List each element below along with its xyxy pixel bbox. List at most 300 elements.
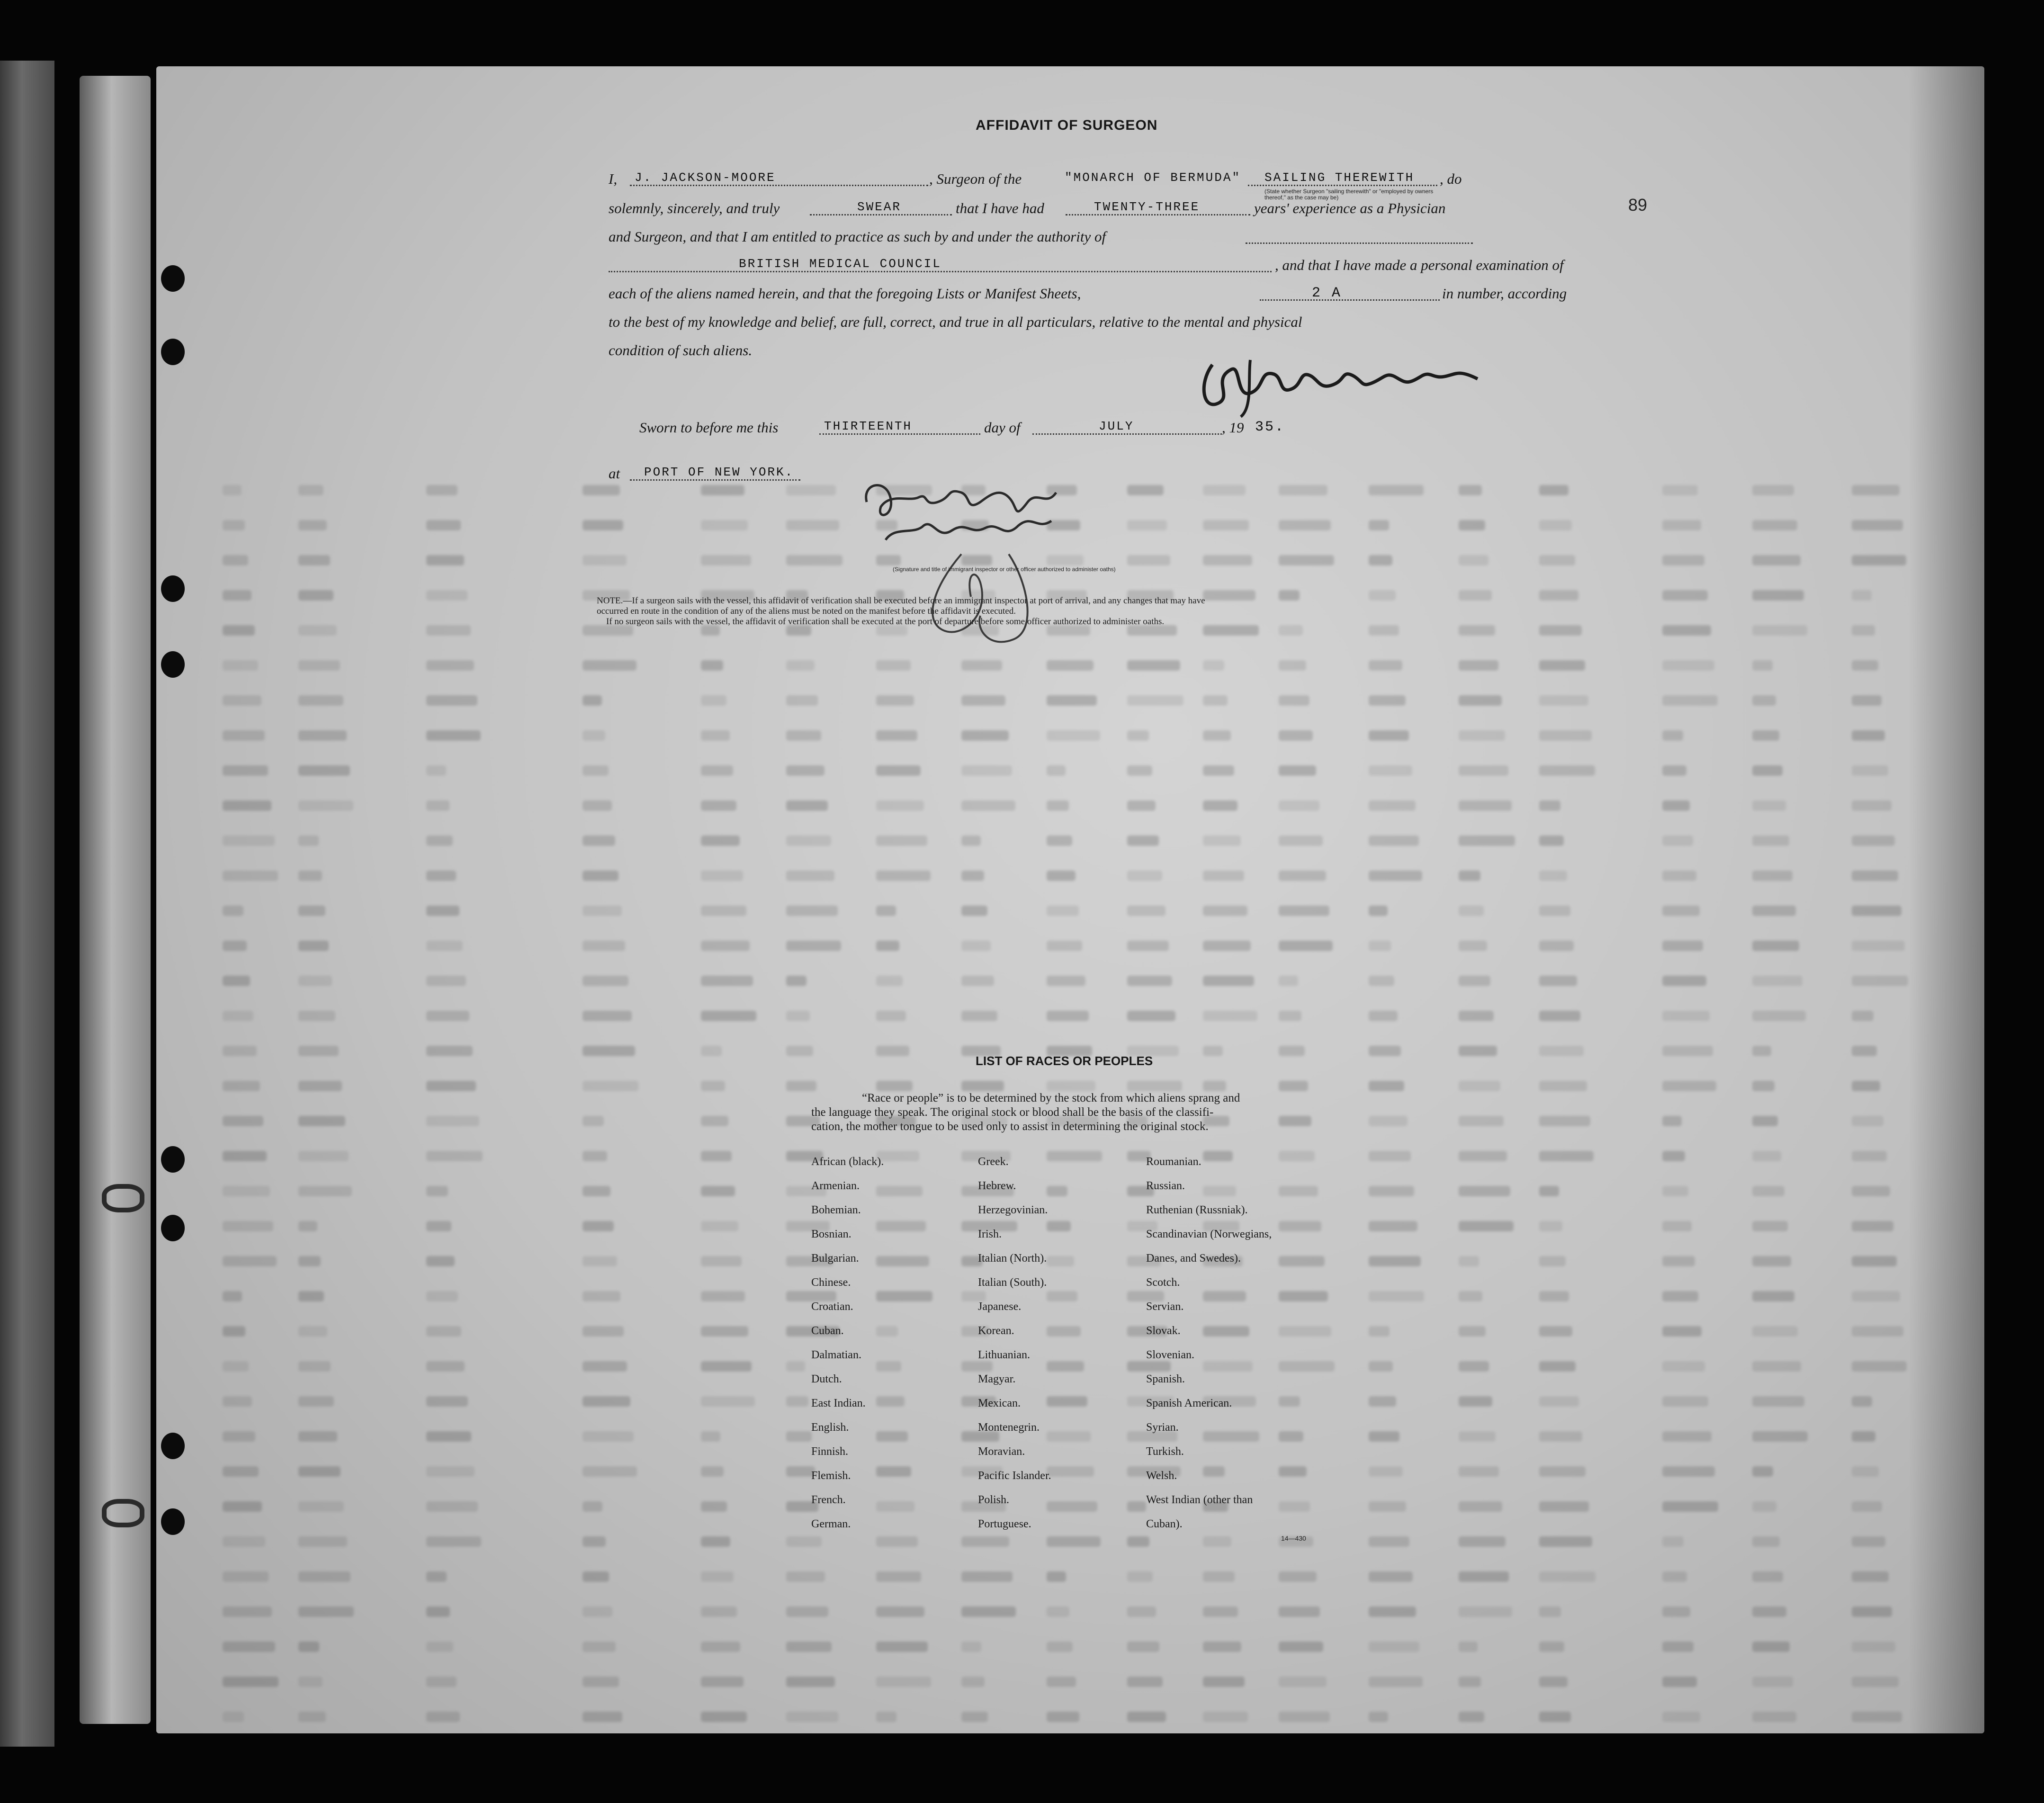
ghost-cell <box>1127 870 1162 881</box>
ghost-cell <box>1752 1011 1806 1021</box>
ghost-cell <box>583 1501 602 1512</box>
ghost-cell <box>223 1571 269 1582</box>
ghost-cell <box>1047 1151 1102 1161</box>
ghost-cell <box>1459 835 1515 846</box>
ghost-cell <box>1662 1501 1718 1512</box>
race-item: Japanese. <box>978 1301 1022 1313</box>
sworn-year: 35. <box>1255 419 1285 435</box>
ghost-cell <box>298 976 332 986</box>
ghost-cell <box>1369 1151 1411 1161</box>
ghost-cell <box>298 555 330 565</box>
ghost-cell <box>1203 625 1259 636</box>
ghost-cell <box>1459 1677 1481 1687</box>
surgeon-signature <box>1193 350 1487 422</box>
ghost-cell <box>1459 1431 1496 1442</box>
note-line-2: occurred en route in the condition of any of the aliens must be noted on the manifest before the affidavit is executed. <box>597 606 1016 616</box>
ghost-cell <box>426 625 471 636</box>
ghost-cell <box>876 906 896 916</box>
ghost-cell <box>426 485 457 495</box>
ghost-row <box>156 1284 1984 1308</box>
race-item: Bohemian. <box>811 1204 861 1216</box>
line6: to the best of my knowledge and belief, are full, correct, and true in all particulars, relative to the mental and physical <box>609 314 1302 330</box>
ghost-cell <box>1539 1677 1568 1687</box>
ghost-cell <box>1369 1712 1388 1722</box>
ghost-cell <box>1279 1606 1320 1617</box>
ghost-cell <box>1279 1046 1305 1056</box>
ghost-cell <box>1752 1712 1796 1722</box>
ghost-cell <box>1752 1326 1798 1337</box>
ghost-cell <box>701 1466 724 1477</box>
ghost-cell <box>1539 1116 1590 1126</box>
ghost-cell <box>583 906 622 916</box>
ghost-cell <box>223 625 255 636</box>
ghost-cell <box>298 800 353 811</box>
ghost-cell <box>426 1501 478 1512</box>
ghost-row <box>156 1635 1984 1659</box>
ghost-cell <box>298 941 329 951</box>
ghost-cell <box>1369 1466 1403 1477</box>
ghost-cell <box>1369 730 1409 741</box>
ghost-cell <box>583 976 628 986</box>
ghost-cell <box>583 1116 604 1126</box>
race-item: Lithuanian. <box>978 1349 1030 1361</box>
binder-hole <box>161 339 185 365</box>
ghost-cell <box>1459 976 1490 986</box>
ghost-cell <box>1047 1326 1081 1337</box>
ghost-cell <box>1127 765 1152 776</box>
ghost-cell <box>701 1431 720 1442</box>
binder-hole <box>161 265 185 292</box>
ghost-row <box>156 1179 1984 1203</box>
ghost-cell <box>1279 976 1298 986</box>
race-item: English. <box>811 1421 849 1434</box>
ghost-cell <box>786 765 825 776</box>
ghost-cell <box>426 1081 476 1091</box>
ghost-cell <box>1662 1431 1712 1442</box>
race-item: German. <box>811 1518 851 1530</box>
ghost-cell <box>1662 1186 1688 1196</box>
ghost-cell <box>786 485 836 495</box>
ghost-cell <box>298 1642 319 1652</box>
ghost-cell <box>1752 1046 1771 1056</box>
ghost-cell <box>1279 1011 1301 1021</box>
ghost-cell <box>701 660 723 671</box>
ghost-cell <box>1369 1396 1396 1407</box>
ghost-cell <box>223 870 278 881</box>
race-item: Dalmatian. <box>811 1349 861 1361</box>
oath-type: SWEAR <box>857 200 902 214</box>
ghost-cell <box>1539 1712 1571 1722</box>
ghost-cell <box>1459 1326 1486 1337</box>
ghost-cell <box>1459 906 1484 916</box>
ghost-cell <box>1369 1571 1413 1582</box>
ghost-cell <box>1047 1431 1091 1442</box>
ghost-cell <box>1459 1186 1510 1196</box>
ghost-cell <box>1459 555 1488 565</box>
ghost-cell <box>1662 730 1683 741</box>
ghost-cell <box>1662 1712 1700 1722</box>
ghost-cell <box>701 730 730 741</box>
ghost-cell <box>1369 1642 1419 1652</box>
ghost-cell <box>701 1677 744 1687</box>
ghost-cell <box>1752 1081 1775 1091</box>
ghost-cell <box>1539 976 1577 986</box>
race-item: Cuban. <box>811 1325 844 1337</box>
ghost-cell <box>298 520 327 530</box>
ghost-cell <box>1752 590 1804 601</box>
ghost-cell <box>583 1677 619 1687</box>
ghost-cell <box>1852 1677 1899 1687</box>
line7: condition of such aliens. <box>609 342 753 359</box>
race-item: Scandinavian (Norwegians, <box>1146 1228 1272 1240</box>
ghost-cell <box>701 520 748 530</box>
sworn-day: THIRTEENTH <box>824 419 913 433</box>
ghost-cell <box>1459 1396 1492 1407</box>
ghost-cell <box>786 870 834 881</box>
ghost-cell <box>1459 1256 1479 1266</box>
ghost-cell <box>1852 555 1906 565</box>
race-item: Greek. <box>978 1156 1009 1168</box>
ghost-row <box>156 1530 1984 1553</box>
ghost-cell <box>1047 906 1079 916</box>
ghost-cell <box>1127 485 1164 495</box>
binder-hole <box>161 575 185 602</box>
ghost-cell <box>1539 1501 1589 1512</box>
ghost-cell <box>1127 1642 1159 1652</box>
licensing-authority: BRITISH MEDICAL COUNCIL <box>739 257 941 271</box>
ghost-cell <box>876 1642 928 1652</box>
binder-hole <box>161 1508 185 1535</box>
ghost-cell <box>701 1712 747 1722</box>
ghost-cell <box>1662 1291 1698 1301</box>
ghost-cell <box>1279 1677 1327 1687</box>
ghost-cell <box>426 800 449 811</box>
ghost-cell <box>786 1571 825 1582</box>
ghost-cell <box>1459 1536 1506 1547</box>
race-item: Scotch. <box>1146 1276 1180 1289</box>
ghost-cell <box>426 976 466 986</box>
ghost-cell <box>223 695 261 706</box>
ghost-cell <box>1752 1466 1773 1477</box>
ghost-cell <box>786 1361 805 1372</box>
ghost-cell <box>876 1361 901 1372</box>
ghost-cell <box>1752 1361 1801 1372</box>
ghost-cell <box>1852 1116 1883 1126</box>
ghost-cell <box>961 976 994 986</box>
binder-hole <box>161 651 185 678</box>
ghost-cell <box>1279 800 1319 811</box>
ghost-cell <box>701 485 744 495</box>
ghost-cell <box>1852 1256 1897 1266</box>
ghost-cell <box>1203 520 1249 530</box>
race-item: Turkish. <box>1146 1445 1184 1458</box>
ghost-cell <box>876 1221 926 1231</box>
ghost-cell <box>223 800 271 811</box>
ghost-cell <box>961 800 1015 811</box>
ghost-cell <box>426 1571 447 1582</box>
ghost-cell <box>1279 555 1334 565</box>
ghost-cell <box>1852 485 1900 495</box>
ghost-cell <box>1047 976 1085 986</box>
ghost-cell <box>701 555 751 565</box>
ghost-cell <box>1662 835 1693 846</box>
ghost-row <box>156 1004 1984 1028</box>
ghost-cell <box>701 765 733 776</box>
ghost-cell <box>583 835 615 846</box>
sworn-day-label: day of <box>984 419 1021 436</box>
ghost-cell <box>1369 695 1406 706</box>
ghost-cell <box>876 1396 905 1407</box>
ghost-cell <box>583 695 602 706</box>
ghost-cell <box>786 1677 835 1687</box>
ghost-cell <box>223 1361 249 1372</box>
ghost-cell <box>1279 1571 1317 1582</box>
ghost-cell <box>1127 695 1183 706</box>
ghost-cell <box>1047 835 1072 846</box>
ghost-cell <box>426 1536 481 1547</box>
ghost-cell <box>298 1606 354 1617</box>
ghost-cell <box>786 941 841 951</box>
ghost-cell <box>223 976 250 986</box>
sworn-month: JULY <box>1099 419 1134 433</box>
ghost-cell <box>1662 800 1690 811</box>
line2-suffix: years' experience as a Physician <box>1254 200 1446 216</box>
ghost-cell <box>583 1256 617 1266</box>
ghost-cell <box>426 1396 468 1407</box>
ghost-cell <box>1539 1571 1596 1582</box>
race-item: Flemish. <box>811 1470 851 1482</box>
ghost-cell <box>1279 1081 1308 1091</box>
ghost-cell <box>426 1466 475 1477</box>
ghost-cell <box>1279 695 1309 706</box>
ghost-cell <box>1752 941 1799 951</box>
ghost-cell <box>1459 1466 1499 1477</box>
ghost-cell <box>1539 1431 1582 1442</box>
ghost-cell <box>1203 1536 1231 1547</box>
ghost-cell <box>786 555 843 565</box>
ghost-cell <box>1459 800 1512 811</box>
ghost-row <box>156 1214 1984 1238</box>
race-item: Polish. <box>978 1494 1010 1506</box>
ghost-cell <box>583 941 625 951</box>
ghost-row <box>156 794 1984 817</box>
ghost-cell <box>1459 1011 1494 1021</box>
ghost-cell <box>1279 660 1306 671</box>
ghost-cell <box>961 695 1005 706</box>
ghost-cell <box>876 1046 909 1056</box>
ghost-cell <box>1047 1396 1087 1407</box>
ghost-cell <box>298 870 322 881</box>
ghost-cell <box>426 695 477 706</box>
ghost-cell <box>1279 1501 1310 1512</box>
ghost-cell <box>786 1396 808 1407</box>
ghost-cell <box>298 695 343 706</box>
race-item: Portuguese. <box>978 1518 1031 1530</box>
ghost-cell <box>1203 1081 1226 1091</box>
binder-hole <box>161 1433 185 1459</box>
ghost-cell <box>1279 941 1333 951</box>
ghost-cell <box>1662 1677 1697 1687</box>
ghost-row <box>156 899 1984 923</box>
ghost-cell <box>583 870 619 881</box>
ghost-cell <box>1752 1291 1794 1301</box>
ghost-cell <box>1459 1116 1504 1126</box>
ghost-cell <box>1852 1712 1902 1722</box>
ghost-cell <box>1459 520 1485 530</box>
ghost-cell <box>1459 1046 1497 1056</box>
ghost-cell <box>1752 1536 1780 1547</box>
ghost-cell <box>701 1256 742 1266</box>
ghost-cell <box>1662 1221 1692 1231</box>
ghost-cell <box>583 1536 606 1547</box>
race-item: Russian. <box>1146 1180 1185 1192</box>
ghost-cell <box>298 1466 341 1477</box>
ghost-cell <box>1752 835 1789 846</box>
ghost-cell <box>223 1116 263 1126</box>
ghost-cell <box>701 1536 730 1547</box>
races-intro-3: cation, the mother tongue to be used only to assist in determining the original stock. <box>811 1120 1209 1133</box>
races-intro-2: the language they speak. The original stock or blood shall be the basis of the classifi- <box>811 1106 1214 1119</box>
ghost-cell <box>1127 730 1149 741</box>
ghost-cell <box>1369 835 1419 846</box>
ghost-row <box>156 1495 1984 1518</box>
ghost-cell <box>1539 1326 1572 1337</box>
ghost-cell <box>786 835 831 846</box>
ghost-cell <box>1203 1151 1233 1161</box>
ghost-cell <box>1279 1291 1328 1301</box>
ghost-cell <box>701 1361 752 1372</box>
ghost-cell <box>223 835 275 846</box>
ghost-cell <box>1369 1046 1401 1056</box>
ghost-cell <box>961 1536 1009 1547</box>
ghost-cell <box>223 730 265 741</box>
ghost-cell <box>1852 1081 1880 1091</box>
race-item: Armenian. <box>811 1180 860 1192</box>
ghost-row <box>156 724 1984 747</box>
race-item: Pacific Islander. <box>978 1470 1051 1482</box>
ghost-cell <box>1852 835 1895 846</box>
ghost-cell <box>1459 1151 1507 1161</box>
ghost-cell <box>1127 1361 1171 1372</box>
ghost-cell <box>876 800 924 811</box>
line2-mid: that I have had <box>956 200 1044 216</box>
ghost-cell <box>223 1606 272 1617</box>
ghost-cell <box>298 485 323 495</box>
ghost-cell <box>1127 1571 1153 1582</box>
ghost-cell <box>1752 800 1786 811</box>
ghost-cell <box>1752 1571 1783 1582</box>
ghost-cell <box>583 730 605 741</box>
page-number: 89 <box>1628 195 1648 215</box>
ghost-row <box>156 1354 1984 1378</box>
ghost-cell <box>1459 1606 1512 1617</box>
ghost-cell <box>1127 800 1156 811</box>
ghost-cell <box>1203 1712 1248 1722</box>
ghost-cell <box>1127 1677 1163 1687</box>
sworn-prefix: Sworn to before me this <box>639 419 779 436</box>
ghost-cell <box>786 800 828 811</box>
ghost-row <box>156 1319 1984 1343</box>
ghost-cell <box>1662 590 1708 601</box>
ghost-cell <box>1852 1221 1893 1231</box>
ghost-cell <box>426 1431 471 1442</box>
race-item: Dutch. <box>811 1373 842 1385</box>
ghost-cell <box>1662 906 1700 916</box>
ghost-cell <box>1127 941 1169 951</box>
ghost-cell <box>1279 1361 1335 1372</box>
ghost-cell <box>1852 1291 1900 1301</box>
ghost-cell <box>426 1606 450 1617</box>
ghost-cell <box>1127 1291 1164 1301</box>
line5-suffix: in number, according <box>1442 285 1567 302</box>
ghost-cell <box>298 1186 352 1196</box>
ghost-cell <box>1539 1466 1586 1477</box>
ghost-cell <box>1539 660 1585 671</box>
ghost-cell <box>1369 555 1392 565</box>
ghost-cell <box>583 1221 614 1231</box>
ghost-cell <box>1279 485 1327 495</box>
ghost-cell <box>1047 1677 1076 1687</box>
ghost-cell <box>583 1396 630 1407</box>
ghost-cell <box>961 1677 985 1687</box>
ghost-cell <box>1662 520 1701 530</box>
ghost-cell <box>1852 1571 1889 1582</box>
ghost-cell <box>1279 835 1323 846</box>
ghost-cell <box>1369 520 1389 530</box>
ghost-cell <box>1852 1151 1887 1161</box>
ghost-cell <box>1539 1011 1580 1021</box>
ghost-cell <box>426 870 456 881</box>
ghost-cell <box>1539 765 1595 776</box>
ghost-cell <box>1203 1677 1245 1687</box>
ghost-cell <box>583 1642 616 1652</box>
ghost-cell <box>786 1081 816 1091</box>
ghost-cell <box>701 1642 740 1652</box>
ghost-cell <box>1127 1536 1149 1547</box>
binder-ring <box>102 1184 144 1212</box>
sailing-note: (State whether Surgeon "sailing therewith" or "employed by owners thereof," as the case may be) <box>1264 188 1434 201</box>
race-item: Danes, and Swedes). <box>1146 1252 1241 1265</box>
dotted-line <box>1066 214 1250 215</box>
ghost-cell <box>876 1712 896 1722</box>
ghost-cell <box>1369 660 1402 671</box>
ghost-cell <box>426 1046 473 1056</box>
ghost-cell <box>583 1046 635 1056</box>
ghost-cell <box>583 1326 624 1337</box>
ghost-cell <box>1539 1256 1566 1266</box>
ghost-cell <box>1459 625 1495 636</box>
ghost-row <box>156 1249 1984 1273</box>
binder-hole <box>161 1215 185 1241</box>
ghost-cell <box>1539 941 1574 951</box>
ghost-cell <box>786 660 815 671</box>
ghost-cell <box>223 941 247 951</box>
ghost-cell <box>298 625 337 636</box>
ghost-cell <box>1662 1081 1716 1091</box>
ghost-cell <box>961 1081 1004 1091</box>
ghost-row <box>156 1460 1984 1483</box>
ghost-cell <box>583 1712 622 1722</box>
ghost-cell <box>961 941 991 951</box>
line1-prefix: I, <box>609 170 618 187</box>
ghost-cell <box>223 660 258 671</box>
ghost-cell <box>583 800 612 811</box>
ghost-cell <box>1539 1642 1564 1652</box>
ghost-cell <box>1127 555 1170 565</box>
adjacent-page-edge <box>0 61 54 1747</box>
ghost-cell <box>298 590 333 601</box>
ghost-cell <box>876 941 899 951</box>
